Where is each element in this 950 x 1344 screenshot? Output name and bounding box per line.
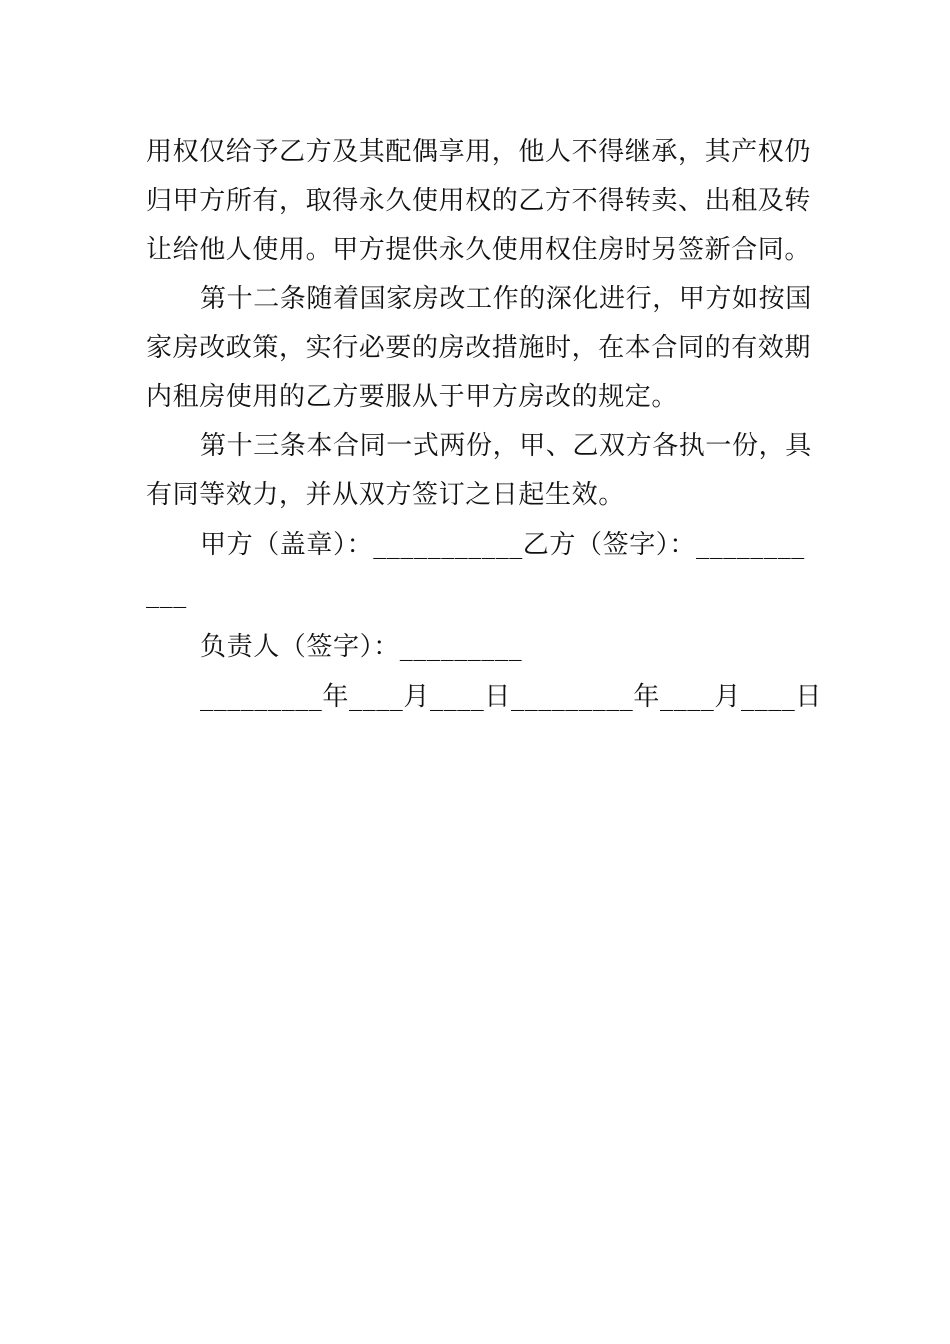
clause-13-line: 第十三条本合同一式两份，甲、乙双方各执一份，具 [200, 431, 812, 461]
clause-12-line: 第十二条随着国家房改工作的深化进行，甲方如按国 [200, 284, 812, 314]
signature-date-line: _________年____月____日_________年____月____日 [200, 682, 822, 712]
signature-party-line-wrap: ___ [146, 579, 187, 609]
paragraph-line: 用权仅给予乙方及其配偶享用，他人不得继承，其产权仍 [146, 137, 812, 167]
document-page [146, 128, 822, 722]
signature-party-line: 甲方（盖章）：___________乙方（签字）：________ [200, 530, 805, 560]
paragraph-line: 让给他人使用。甲方提供永久使用权住房时另签新合同。 [146, 235, 812, 265]
paragraph-line: 归甲方所有，取得永久使用权的乙方不得转卖、出租及转 [146, 186, 812, 216]
clause-12-line: 家房改政策，实行必要的房改措施时，在本合同的有效期 [146, 333, 812, 363]
clause-13-line: 有同等效力，并从双方签订之日起生效。 [146, 480, 625, 510]
clause-12-line: 内租房使用的乙方要服从于甲方房改的规定。 [146, 382, 679, 412]
signature-responsible-line: 负责人（签字）：_________ [200, 632, 523, 662]
